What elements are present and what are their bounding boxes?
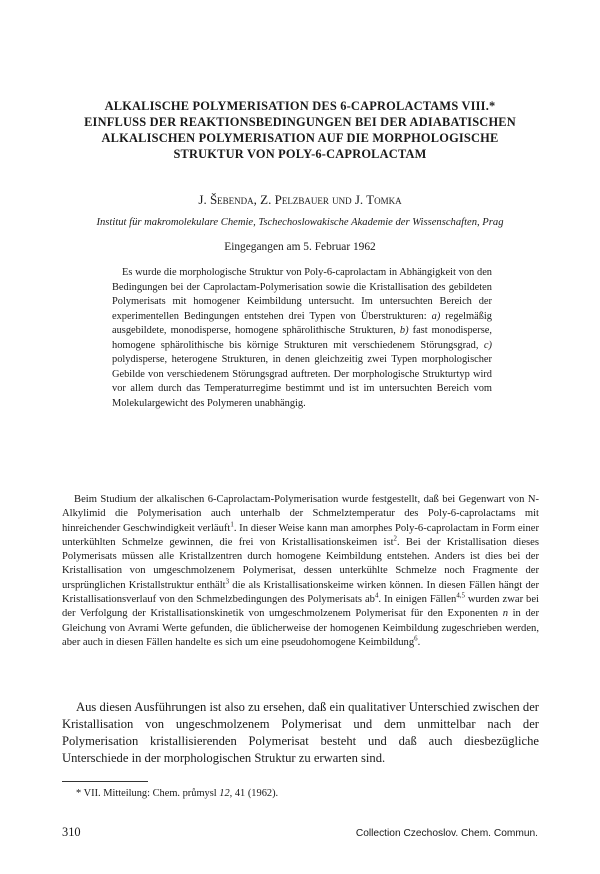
- authors: J. Šebenda, Z. Pelzbauer und J. Tomka: [198, 192, 402, 207]
- abstract-item-marker: c): [483, 339, 492, 351]
- body-text: die als Kristallisationskeime wirken können. In diesen Fällen hängt der Kristallisationsverlauf von den Schmelzbedingungen des Polymerisats ab: [62, 579, 539, 606]
- journal-name: Collection Czechoslov. Chem. Commun.: [355, 828, 538, 839]
- title-line: EINFLUSS DER REAKTIONSBEDINGUNGEN BEI DER ADIABATISCHEN: [84, 115, 516, 129]
- footnote-volume: 12,: [219, 788, 233, 799]
- footnote: [76, 787, 278, 801]
- abstract-item-marker: a): [431, 310, 441, 322]
- body-text: Beim Studium der alkalischen 6-Caprolactam-Polymerisation wurde festgestellt, daß bei Gegenwart von N-Alkylimid die Polymerisation auch unterhalb der Schmelztemperatur des Poly-6-caprolactams mit hinreichender Geschwindigkeit verläuft: [62, 494, 539, 534]
- abstract-text: Es wurde die morphologische Struktur von Poly-6-caprolactam in Abhängigkeit von den Bedingungen bei der Caprolactam-Polymerisation sowie die Kristallisation des gebildeten Polymerisats mit homogener Keimbildung untersucht. Im untersuchten Bereich der experimentellen Bedingungen entstehen drei Typen von Überstrukturen:: [112, 267, 492, 322]
- page-number: 310: [62, 825, 81, 839]
- reference-marker: 4,5: [456, 592, 465, 600]
- article-title: [40, 98, 560, 162]
- body-text: . In einigen Fällen: [378, 594, 457, 606]
- reference-marker: 6: [414, 635, 418, 643]
- body-text: . Bei der Kristallisation dieses Polymerisats müssen alle Kristallzentren durch homogene Keimbildung entstehen. Anders ist dies bei der Kristallisation von umgeschmolzenem Polymerisat, dessen unterkühlte Schmelze noch Fragmente der ursprünglichen Kristallstruktur enthält: [62, 536, 539, 591]
- body-paragraph-1: [62, 493, 539, 650]
- body-paragraph-2: Aus diesen Ausführungen ist also zu ersehen, daß ein qualitativer Unterschied zwischen der Kristallisation von ungeschmolzenem Polymerisat und dem unmittelbar nach der Polymerisation kristallisierenden Polymerisat besteht und daß auch diesbezügliche Unterschiede in der morphologischen Struktur zu erwarten sind.: [62, 700, 539, 765]
- body-text: . In dieser Weise kann man amorphes Poly-6-caprolactam in Form einer unterkühlten Schmelze gewinnen, die frei von Kristallisationskeimen ist: [62, 522, 539, 548]
- title-line: ALKALISCHEN POLYMERISATION AUF DIE MORPHOLOGISCHE: [101, 131, 499, 145]
- institution: Institut für makromolekulare Chemie, Tschechoslowakische Akademie der Wissenschaften, Prag: [96, 217, 504, 228]
- reference-marker: 3: [225, 578, 230, 586]
- title-line: STRUKTUR VON POLY-6-CAPROLACTAM: [173, 147, 427, 161]
- abstract-text: fast monodisperse, homogene sphärolithische bis körnige Strukturen mit verschiedenem Störungsgrad,: [112, 325, 492, 351]
- abstract-text: polydisperse, heterogene Strukturen, in denen gleichzeitig zwei Typen morphologischer Gebilde von verschiedenem Störungsgrad auftreten. Der morphologische Strukturtyp wird vor allem durch das Temperaturregime bestimmt und ist im untersuchten Bereich vom Molekulargewicht des Polymeren unabhängig.: [112, 354, 492, 409]
- received-date: Eingegangen am 5. Februar 1962: [224, 241, 376, 253]
- title-line: ALKALISCHE POLYMERISATION DES 6-CAPROLACTAMS VIII.*: [104, 99, 496, 113]
- abstract-text: regelmäßig ausgebildete, monodisperse, homogene sphärolithische Strukturen,: [112, 310, 493, 336]
- reference-marker: 2: [393, 535, 397, 543]
- reference-marker: 1: [230, 521, 234, 529]
- footnote-text: 41 (1962).: [232, 788, 279, 799]
- body-text: wurden zwar bei der Verfolgung der Kristallisationskinetik von umgeschmolzenem Polymerisat für den Exponenten: [62, 594, 539, 620]
- variable-n: n: [502, 608, 508, 620]
- body-text: in der Gleichung von Avrami Werte gefunden, die üblicherweise der homogenen Keimbildung zugeschrieben werden, aber auch in diesen Fällen handelte es sich um eine pseudohomogene Keimbildung: [62, 608, 539, 648]
- footnote-text: * VII. Mitteilung: Chem. průmysl: [76, 788, 220, 799]
- abstract: [112, 266, 492, 411]
- reference-marker: 4: [374, 592, 379, 600]
- abstract-item-marker: b): [399, 325, 409, 336]
- body-text: .: [417, 636, 421, 648]
- footnote-divider: [62, 781, 148, 782]
